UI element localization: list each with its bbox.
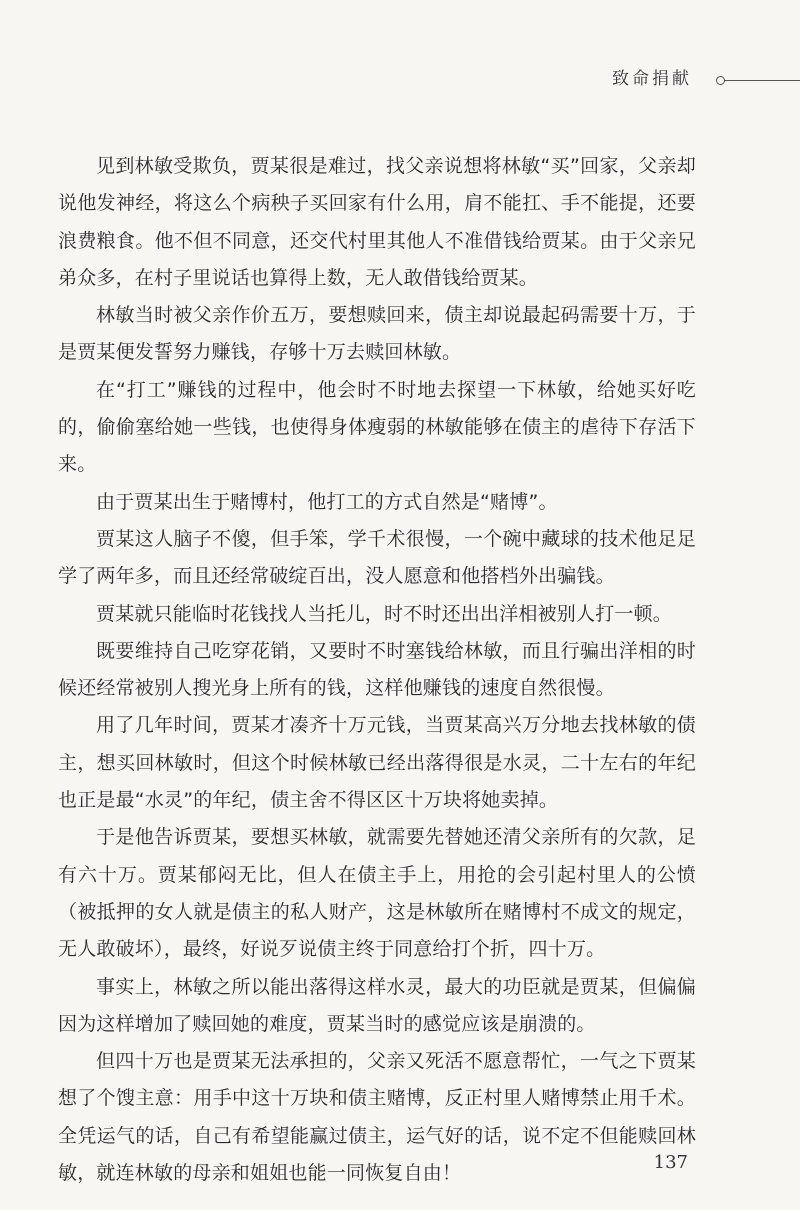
paragraph: 但四十万也是贾某无法承担的，父亲又死活不愿意帮忙，一气之下贾某想了个馊主意：用手中这十万块和债主赌博，反正村里人赌博禁止用千术。全凭运气的话，自己有希望能赢过债主，运气好的话，说不定不但能赎回林敏，就连林敏的母亲和姐姐也能一同恢复自由！ [58,1050,696,1185]
header-rule-ornament [716,76,800,86]
paragraph: 贾某这人脑子不傻，但手笨，学千术很慢，一个碗中藏球的技术他足足学了两年多，而且还经常破绽百出，没人愿意和他搭档外出骗钱。 [58,527,696,588]
paragraph: 林敏当时被父亲作价五万，要想赎回来，债主却说最起码需要十万，于是贾某便发誓努力赚钱，存够十万去赎回林敏。 [58,304,696,364]
paragraph: 由于贾某出生于赌博村，他打工的方式自然是“赌博”。 [96,490,558,513]
paragraph: 在“打工”赚钱的过程中，他会时不时地去探望一下林敏，给她买好吃的，偷偷塞给她一些钱，也使得身体瘦弱的林敏能够在债主的虐待下存活下来。 [58,378,696,476]
paragraph: 见到林敏受欺负，贾某很是难过，找父亲说想将林敏“买”回家，父亲却说他发神经，将这么个病秧子买回家有什么用，肩不能扛、手不能提，还要浪费粮食。他不但不同意，还交代村里其他人不准借钱给贾某。由于父亲兄弟众多，在村子里说话也算得上数，无人敢借钱给贾某。 [58,155,696,289]
paragraph: 事实上，林敏之所以能出落得这样水灵，最大的功臣就是贾某，但偏偏因为这样增加了赎回她的难度，贾某当时的感觉应该是崩溃的。 [58,975,696,1035]
paragraph: 用了几年时间，贾某才凑齐十万元钱，当贾某高兴万分地去找林敏的债主，想买回林敏时，但这个时候林敏已经出落得很是水灵，二十左右的年纪也正是最“水灵”的年纪，债主舍不得区区十万块将她卖掉。 [58,714,696,812]
paragraph: 于是他告诉贾某，要想买林敏，就需要先替她还清父亲所有的欠款，足有六十万。贾某郁闷无比，但人在债主手上，用抢的会引起村里人的公愤（被抵押的女人就是债主的私人财产，这是林敏所在赌博村不成文的规定，无人敢破坏），最终，好说歹说债主终于同意给打个折，四十万。 [58,826,696,961]
header-rule-line [724,80,800,81]
paragraph: 既要维持自己吃穿花销，又要时不时塞钱给林敏，而且行骗出洋相的时候还经常被别人搜光身上所有的钱，这样他赚钱的速度自然很慢。 [58,639,696,700]
paragraph: 贾某就只能临时花钱找人当托儿，时不时还出出洋相被别人打一顿。 [96,602,673,625]
running-header-title: 致命捐献 [612,69,692,89]
page-number: 137 [653,1152,688,1173]
body-text [58,148,696,1192]
